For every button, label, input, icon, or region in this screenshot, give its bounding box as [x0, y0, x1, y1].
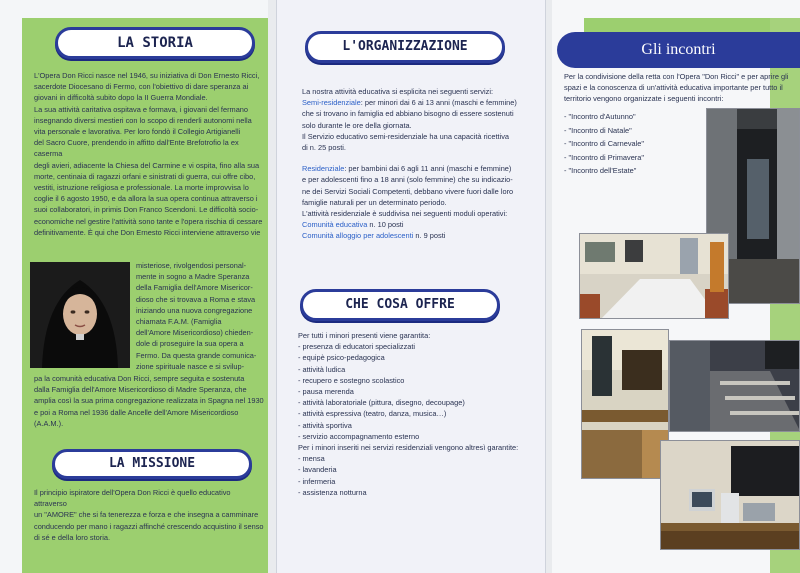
- dining-room-image: [580, 234, 729, 319]
- offre-item-2: - assistenza notturna: [298, 487, 367, 497]
- semi-line: solo durante le ore della giornata.: [302, 120, 412, 130]
- incontri-intro: [564, 71, 798, 105]
- storia-line: vita personale e lavorativa. Per loro fondò il Collegio Artigianelli: [34, 127, 241, 137]
- incontri-intro-line: Per la condivisione della retta con l'Opera "Don Ricci" e per aprire gli: [564, 72, 789, 81]
- missione-line: un "AMORE" che si fa tenerezza e forza e che insegna a camminare: [34, 510, 259, 520]
- storia-line: economiche nel gestire l'attività sono tante e l'opera rischia di cessare: [34, 216, 263, 226]
- storia-line: L'Opera Don Ricci nasce nel 1946, su iniziativa di Don Ernesto Ricci,: [34, 71, 260, 80]
- incontri-item: - "Incontro di Primavera": [564, 152, 645, 162]
- storia-line: del Sacro Cuore, prendendo in affitto dall'Ente Brefotrofio la ex caserma: [34, 138, 239, 159]
- offre-title: CHE COSA OFFRE: [300, 289, 500, 321]
- storia-side-line: dioso che si trovava a Roma e stava: [136, 294, 256, 304]
- missione-line: di sé e della loro storia.: [34, 532, 110, 542]
- modulo-1-label: Comunità educativa: [302, 220, 368, 230]
- storia-text-side: [136, 260, 266, 372]
- semi-line: di n. 25 posti.: [302, 143, 346, 153]
- res-line: famiglie naturali per un determinato periodo.: [302, 197, 447, 207]
- incontri-intro-line: spazi e la conoscenza di un'attività educativa importante per tutto il: [564, 83, 783, 93]
- storia-line: degli avieri, adiacente la Chiesa del Carmine e vi ospita, fino alla sua: [34, 160, 260, 170]
- offre-item: - attività espressiva (teatro, danza, musica…): [298, 409, 447, 419]
- offre-item: - presenza di educatori specializzati: [298, 342, 416, 352]
- residenziale-line: [302, 163, 540, 174]
- storia-side-line: iniziando una nuova congregazione: [136, 305, 253, 315]
- modulo-1-value: n. 10 posti: [367, 220, 404, 230]
- offre-intro-2: Per i minori inseriti nei servizi residenziali vengono altresì garantite:: [298, 443, 519, 453]
- incontri-intro-line: territorio vengono organizzate i seguenti incontri:: [564, 94, 724, 104]
- storia-line: insegnando diversi mestieri con lo scopo di renderli autonomi nella: [34, 115, 252, 125]
- storia-line: La sua attività caritativa ospitava e formava, i giovani del fermano: [34, 104, 249, 114]
- storia-text-top: [34, 70, 264, 238]
- missione-title: LA MISSIONE: [52, 449, 252, 479]
- computer-room-photo: [660, 440, 800, 550]
- residenziale-desc: : per bambini dai 6 agli 11 anni (maschi e femmine): [344, 164, 512, 174]
- incontri-title: Gli incontri: [557, 32, 800, 68]
- storia-bottom-line: (A.A.M.).: [34, 418, 64, 428]
- storia-side-line: chiamata F.A.M. (Famiglia: [136, 317, 222, 327]
- storia-side-line: zione spirituale nasce e si svilup-: [136, 361, 245, 371]
- res-line: L'attività residenziale è suddivisa nei seguenti moduli operativi:: [302, 209, 508, 219]
- offre-item-2: - infermeria: [298, 476, 336, 486]
- storia-bottom-line: pa la comunità educativa Don Ricci, sempre seguita e sostenuta: [34, 374, 245, 383]
- storia-side-line: misteriose, rivolgendosi personal-: [136, 261, 247, 270]
- staircase-image: [670, 341, 800, 432]
- residenziale-label: Residenziale: [302, 164, 345, 174]
- modulo-2-value: n. 9 posti: [413, 231, 446, 241]
- storia-line: suoi collaboratori, in primis Don Franco Scendoni. Le difficoltà socio-: [34, 205, 259, 215]
- green-band-top: [584, 18, 770, 32]
- storia-title: LA STORIA: [55, 27, 255, 59]
- incontri-item: - "Incontro di Carnevale": [564, 139, 645, 148]
- portrait-photo: [30, 262, 130, 368]
- storia-line: morte, centinaia di ragazzi orfani e sinistrati di guerra, cui offre cibo,: [34, 171, 256, 181]
- offre-text: [298, 330, 540, 498]
- incontri-item: - "Incontro di Natale": [564, 125, 632, 135]
- storia-line: sacerdote Diocesano di Fermo, con l'obiettivo di dare speranza ai: [34, 82, 249, 92]
- storia-side-line: dell'Amore Misericordioso) chieden-: [136, 328, 254, 338]
- semi-line: che si trovano in famiglia ed abbiano bisogno di essere sostenuti: [302, 109, 514, 119]
- storia-side-line: mente in sogno a Madre Speranza: [136, 272, 250, 282]
- offre-item: - attività laboratoriale (pittura, disegno, decoupage): [298, 398, 465, 408]
- study-room-photo: [581, 329, 669, 479]
- semi-residenziale-label: Semi-residenziale: [302, 98, 361, 108]
- organizzazione-intro: La nostra attività educativa si esplicita nei seguenti servizi:: [302, 87, 494, 96]
- offre-item: - pausa merenda: [298, 387, 354, 397]
- missione-line: conducendo per mano i ragazzi affinché crescendo acquistino il senso: [34, 521, 264, 531]
- offre-item: - recupero e sostegno scolastico: [298, 375, 405, 385]
- incontri-item: - "Incontro d'Autunno": [564, 112, 636, 121]
- storia-line: giovani in difficoltà subito dopo la II Guerra Mondiale.: [34, 93, 208, 103]
- modulo-1: [302, 219, 540, 230]
- offre-item: - attività sportiva: [298, 420, 352, 430]
- modulo-2: [302, 230, 540, 241]
- modulo-2-label: Comunità alloggio per adolescenti: [302, 231, 414, 241]
- storia-line: coglie il 6 agosto 1950, e da allora la sua opera continua attraverso i: [34, 194, 258, 204]
- computer-room-image: [661, 441, 800, 550]
- missione-text: [34, 487, 264, 543]
- incontri-item: - "Incontro dell'Estate": [564, 166, 637, 175]
- storia-side-line: della Famiglia dell'Amore Misericor-: [136, 283, 253, 293]
- portrait-image: [30, 262, 130, 368]
- organizzazione-title: L'ORGANIZZAZIONE: [305, 31, 505, 63]
- missione-line: Il principio ispiratore dell'Opera Don Ricci è quello educativo attraverso: [34, 488, 231, 509]
- offre-item: - servizio accompagnamento esterno: [298, 431, 420, 441]
- storia-line: vestiti, istruzione religiosa e professionale. La morte improvvisa lo: [34, 183, 249, 193]
- offre-intro: Per tutti i minori presenti viene garantita:: [298, 331, 431, 340]
- organizzazione-text: [302, 86, 540, 242]
- storia-bottom-line: amplia così la sua prima congregazione realizzata in Spagna nel 1930: [34, 396, 264, 406]
- study-room-image: [582, 330, 669, 479]
- semi-residenziale-line: [302, 97, 540, 108]
- offre-item: - attività ludica: [298, 364, 346, 374]
- semi-residenziale-desc: : per minori dai 6 ai 13 anni (maschi e femmine): [360, 98, 517, 108]
- res-line: e per adolescenti fino a 18 anni (solo femmine) che su indicazio-: [302, 175, 513, 185]
- incontri-list: [564, 110, 694, 178]
- storia-side-line: Fermo. Da questa grande comunica-: [136, 350, 257, 360]
- offre-item-2: - mensa: [298, 454, 325, 464]
- spacer: [302, 153, 540, 163]
- offre-item: - equipè psico-pedagogica: [298, 353, 385, 363]
- offre-item-2: - lavanderia: [298, 465, 337, 475]
- storia-text-bottom: [34, 373, 264, 429]
- storia-bottom-line: dalla Famiglia dell'Amore Misericordioso di Madre Speranza, che: [34, 385, 247, 395]
- semi-line: Il Servizio educativo semi-residenziale ha una capacità ricettiva: [302, 131, 510, 141]
- storia-line: definitivamente. È qui che Don Ernesto Ricci interviene attraverso vie: [34, 227, 261, 237]
- storia-bottom-line: e poi a Roma nel 1936 dalle Ancelle dell'Amore Misericordioso: [34, 407, 239, 417]
- dining-room-photo: [579, 233, 729, 319]
- storia-side-line: dole di proseguire la sua opera a: [136, 339, 244, 349]
- staircase-photo: [669, 340, 800, 432]
- res-line: ne dei Servizi Sociali Competenti, debbano vivere fuori dalle loro: [302, 186, 514, 196]
